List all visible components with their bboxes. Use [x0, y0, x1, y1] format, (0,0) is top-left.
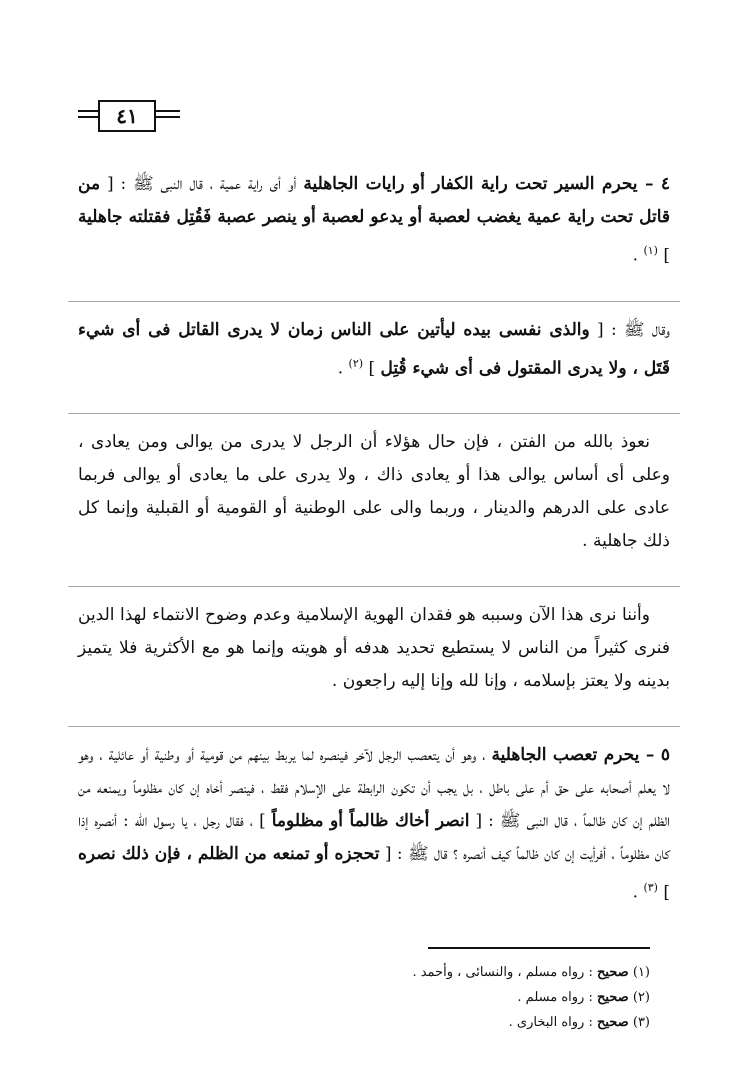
hadith-3: انصر أخاك ظالماً أو مظلوماً	[271, 811, 470, 832]
hadith-1: من قاتل تحت راية عمية يغضب لعصبة أو يدعو لعصبة أو ينصر عصبة فَقُتِل فقتلته جاهلية	[78, 174, 670, 227]
header-rule-right	[156, 110, 180, 118]
footnote-grade: صحيح	[596, 965, 629, 980]
p5-end: .	[632, 882, 644, 903]
p2-end: .	[337, 358, 349, 379]
divider	[68, 712, 680, 727]
heading-4: ٤ – يحرم السير تحت راية الكفار أو رايات الجاهلية	[303, 174, 670, 194]
divider	[68, 287, 680, 302]
hadith-4: تحجزه أو تمنعه من الظلم ، فإن ذلك نصره	[78, 844, 380, 865]
hadith-2: والذى نفسى بيده ليأتين على الناس زمان لا يدرى القاتل فى أى شيء قَتَل ، ولا يدرى المقتول فى أى شيء قُتِل	[78, 319, 670, 379]
paragraph-3: نعوذ بالله من الفتن ، فإن حال هؤلاء أن الرجل لا يدرى من يوالى ومن يعادى ، وعلى أى أساس يوالى هذا أو يعادى ذاك ، ولا يدرى على ما يعادى أو يوالى فربما عادى على الدرهم والدينار ، وربما والى على الوطنية أو القومية أو القبلية وإنما كل ذلك جاهلية .	[78, 432, 670, 552]
p1-bracket: ]	[657, 245, 670, 266]
footnote-text: : رواه مسلم ، والنسائى ، وأحمد .	[412, 965, 597, 980]
footnote-ref-2: (٢)	[348, 356, 364, 370]
footnote-grade: صحيح	[596, 1015, 629, 1030]
footnote-2	[300, 985, 650, 1010]
footnote-text: : رواه مسلم .	[517, 990, 597, 1005]
footnote-ref-3: (٣)	[643, 881, 658, 895]
page-number	[98, 100, 156, 132]
paragraph-1	[78, 168, 670, 273]
divider	[68, 572, 680, 587]
footnote-ref-1: (١)	[643, 244, 658, 257]
divider	[68, 399, 680, 414]
heading-5: ٥ – يحرم تعصب الجاهلية	[491, 745, 670, 766]
footnotes	[300, 960, 650, 1035]
footnote-text: : رواه البخارى .	[508, 1015, 597, 1030]
footnote-grade: صحيح	[596, 990, 629, 1005]
p2-bracket: ]	[363, 358, 381, 379]
paragraph-5	[78, 739, 670, 910]
p5-bracket: ]	[657, 882, 670, 903]
page-body	[78, 168, 670, 924]
footnote-number: (٣)	[632, 1015, 650, 1030]
paragraph-2	[78, 314, 670, 386]
p1-end: .	[632, 245, 644, 266]
header-rule-left	[78, 110, 98, 118]
p1-text: أو أى راية عمية ، قال النبى ﷺ : [	[100, 174, 304, 194]
paragraph-4: وأننا نرى هذا الآن وسببه هو فقدان الهوية الإسلامية وعدم وضوح الانتماء لهذا الدين فنرى كثيراً من الناس لا يستطيع تحديد هدفه أو هويته وإنما هو مع الأكثرية فلا يتميز بدينه ولا يعتز بإسلامه ، وإنا لله وإنا إليه راجعون .	[78, 605, 670, 692]
footnote-number: (١)	[632, 965, 650, 980]
p5-text-2: ] ، فقال رجل ، يا رسول الله : أنصره إذا كان مظلوماً ، أفرأيت إن كان ظالماً كيف أنصره ؟ قال ﷺ : [	[78, 811, 671, 865]
page-number-text: ٤١	[116, 104, 138, 128]
footnote-rule	[428, 947, 650, 949]
footnote-3	[300, 1010, 650, 1035]
p2-text: وقال ﷺ : [	[589, 319, 670, 340]
footnote-number: (٢)	[632, 990, 650, 1005]
footnote-1	[300, 960, 650, 985]
p5-text: ، وهو أن يتعصب الرجل لآخر فينصره لما يربط بينهم من قومية أو وطنية أو عائلية ، وهو لا يعلم أصحابه على حق أم على باطل ، بل يجب أن تكون الرابطة على الإسلام فقط ، فينصر أخاه إن كان مظلوماً ويمنعه من الظلم إن كان ظالماً ، قال النبى ﷺ : [	[78, 745, 670, 832]
